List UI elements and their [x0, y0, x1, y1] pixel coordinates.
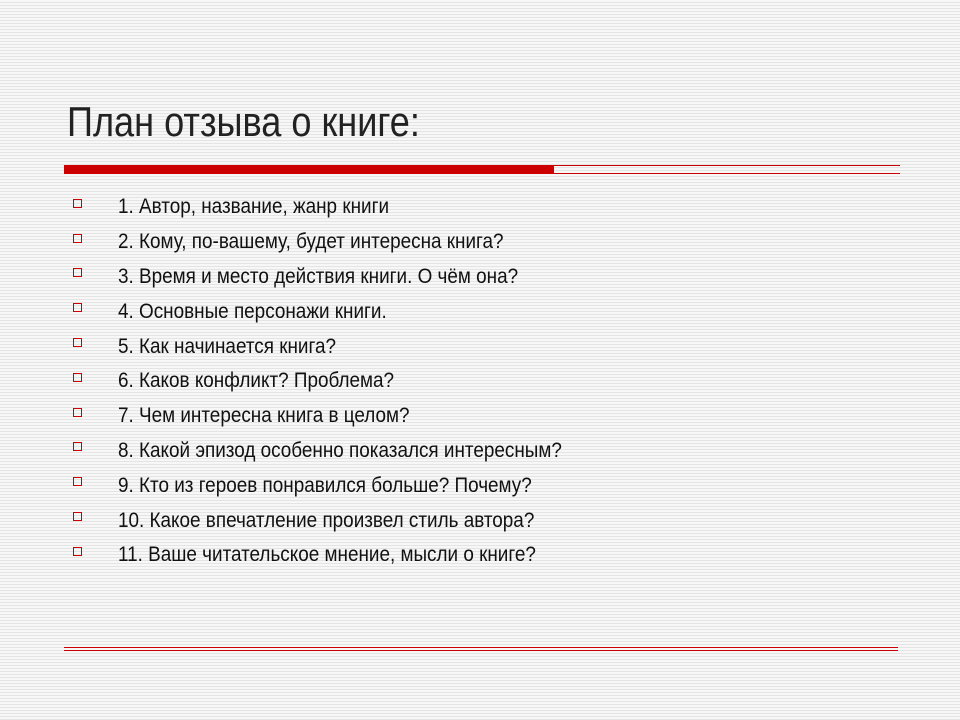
list-item-text: 9. Кто из героев понравился больше? Почему?	[118, 473, 532, 497]
list-item	[73, 364, 611, 399]
list-item-text: 10. Какое впечатление произвел стиль автора?	[118, 508, 535, 532]
square-bullet-icon	[73, 373, 82, 382]
title-divider	[64, 163, 900, 176]
title-divider-thin-line-upper	[554, 165, 900, 166]
slide-title: План отзыва о книге:	[67, 98, 420, 145]
list-item	[73, 260, 611, 295]
list-item-text: 11. Ваше читательское мнение, мысли о книге?	[118, 543, 536, 567]
list-item	[73, 294, 611, 329]
list-item-text: 7. Чем интересна книга в целом?	[118, 404, 410, 428]
square-bullet-icon	[73, 338, 82, 347]
list-item	[73, 329, 611, 364]
footer-divider	[64, 647, 898, 651]
list-item	[73, 399, 611, 434]
footer-divider-line-lower	[64, 650, 898, 651]
bullet-list	[73, 190, 611, 573]
list-item	[73, 190, 611, 225]
square-bullet-icon	[73, 408, 82, 417]
square-bullet-icon	[73, 547, 82, 556]
list-item	[73, 468, 611, 503]
square-bullet-icon	[73, 303, 82, 312]
list-item-text: 3. Время и место действия книги. О чём она?	[118, 264, 519, 288]
list-item	[73, 434, 611, 469]
title-divider-thin-line-lower	[554, 173, 900, 174]
square-bullet-icon	[73, 268, 82, 277]
square-bullet-icon	[73, 512, 82, 521]
list-item	[73, 503, 611, 538]
square-bullet-icon	[73, 234, 82, 243]
list-item-text: 8. Какой эпизод особенно показался интересным?	[118, 438, 562, 462]
list-item-text: 2. Кому, по-вашему, будет интересна книга?	[118, 230, 504, 254]
list-item-text: 1. Автор, название, жанр книги	[118, 195, 390, 219]
list-item	[73, 225, 611, 260]
list-item-text: 6. Каков конфликт? Проблема?	[118, 369, 395, 393]
title-divider-thick-bar	[64, 165, 554, 174]
square-bullet-icon	[73, 199, 82, 208]
square-bullet-icon	[73, 442, 82, 451]
list-item-text: 4. Основные персонажи книги.	[118, 299, 387, 323]
footer-divider-line-upper	[64, 647, 898, 648]
list-item	[73, 538, 611, 573]
square-bullet-icon	[73, 477, 82, 486]
list-item-text: 5. Как начинается книга?	[118, 334, 336, 358]
